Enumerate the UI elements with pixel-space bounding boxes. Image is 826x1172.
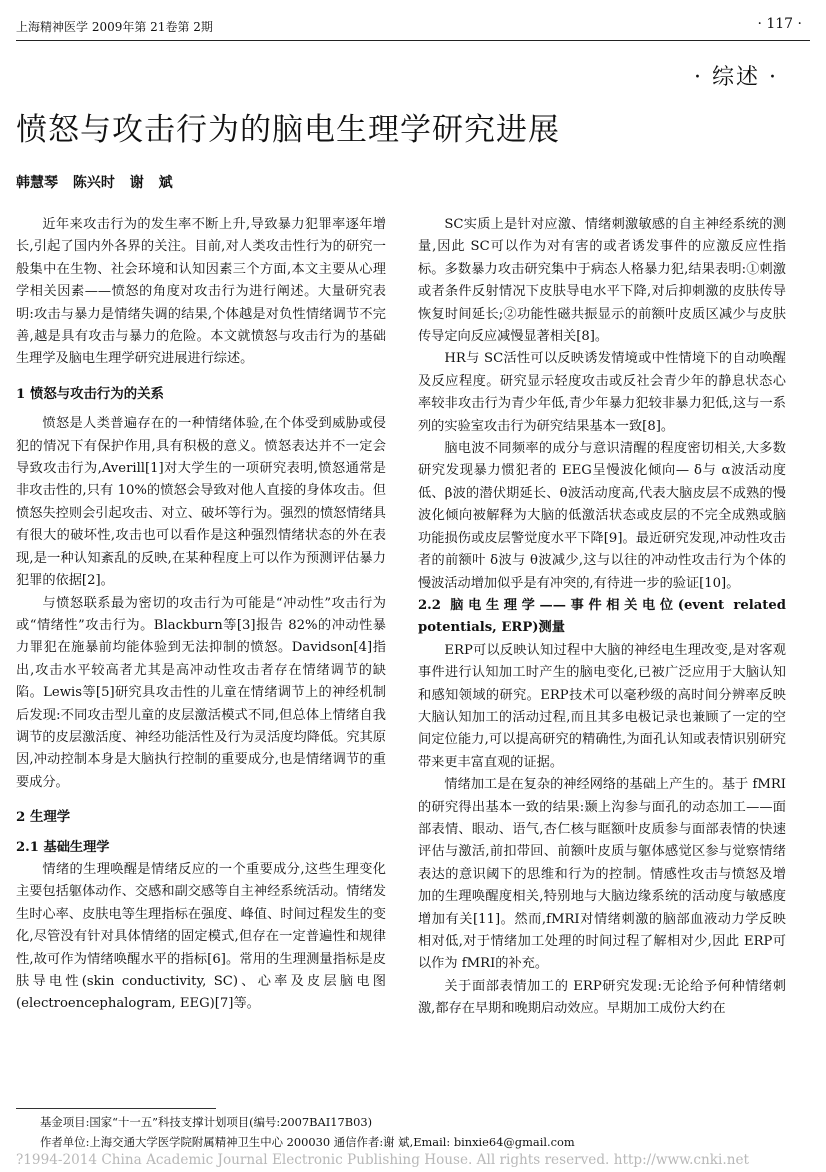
- section-heading: 2.1 基础生理学: [16, 839, 110, 855]
- paragraph: 关于面部表情加工的 ERP研究发现:无论给予何种情绪刺激,都存在早期和晚期启动效应。早期加工成份大约在: [418, 978, 786, 1017]
- author-list: 韩慧琴 陈兴时 谢 斌: [16, 175, 173, 191]
- header-rule: [16, 40, 810, 41]
- paragraph: HR与 SC活性可以反映诱发情境或中性情境下的自动唤醒及反应程度。研究显示轻度攻击或反社会青少年的静息状态心率较非攻击行为青少年低,青少年暴力犯较非暴力犯低,这与一系列的实验室攻击行为研究结果基本一致[8]。: [418, 351, 786, 434]
- copyright-watermark: ?1994-2014 China Academic Journal Electronic Publishing House. All rights reserved. http://www.cnki.net: [16, 1152, 749, 1168]
- page-number: · 117 ·: [757, 16, 802, 32]
- paragraph: 近年来攻击行为的发生率不断上升,导致暴力犯罪率逐年增长,引起了国内外各界的关注。目前,对人类攻击性行为的研究一般集中在生物、社会环境和认知因素三个方面,本文主要从心理学相关因素——愤怒的角度对攻击行为进行阐述。大量研究表明:攻击与暴力是情绪失调的结果,个体越是对负性情绪调节不完善,越是具有攻击与暴力的危险。本文就愤怒与攻击行为的基础生理学及脑电生理学研究进展进行综述。: [16, 217, 386, 367]
- section-heading: 2 生理学: [16, 809, 71, 826]
- paragraph: 情绪的生理唤醒是情绪反应的一个重要成分,这些生理变化主要包括躯体动作、交感和副交感等自主神经系统活动。情绪发生时心率、皮肤电等生理指标在强度、峰值、时间过程发生的变化,尽管没有针对具体情绪的固定模式,但存在一定普遍性和规律性,故可作为情绪唤醒水平的指标[6]。常用的生理测量指标是皮肤导电性(skin conductivity, SC)、心率及皮层脑电图(electroencephalogram, EEG)[7]等。: [16, 861, 386, 1012]
- affiliation-note: 作者单位:上海交通大学医学院附属精神卫生中心 200030 通信作者:谢 斌,Email: binxie64@gmail.com: [40, 1135, 575, 1149]
- section-heading: 1 愤怒与攻击行为的关系: [16, 385, 164, 402]
- right-column: [418, 214, 786, 1021]
- paragraph: 愤怒是人类普遍存在的一种情绪体验,在个体受到威胁或侵犯的情况下有保护作用,具有积极的意义。愤怒表达并不一定会导致攻击行为,Averill[1]对大学生的一项研究表明,愤怒通常是非攻击性的,只有 10%的愤怒会导致对他人直接的身体攻击。但愤怒失控则会引起攻击、对立、破坏等行为。强烈的愤怒情绪具有很大的破坏性,攻击也可以看作是这种强烈情绪状态的外在表现,是一种认知紊乱的反映,在某种程度上可以作为预测评估暴力犯罪的依据[2]。: [16, 416, 386, 589]
- footnote-rule: [16, 1108, 216, 1109]
- left-column: [16, 214, 386, 1016]
- paragraph: 情绪加工是在复杂的神经网络的基础上产生的。基于 fMRI的研究得出基本一致的结果:颞上沟参与面孔的动态加工——面部表情、眼动、语气,杏仁核与眶额叶皮质参与面部表情的快速评估与激活,前扣带回、前额叶皮质与躯体感觉区参与觉察情绪表达的意识阈下的思维和行为的控制。情感性攻击与愤怒及增加的生理唤醒度相关,特别地与大脑边缘系统的活动度与敏感度增加有关[11]。然而,fMRI对情绪刺激的脑部血液动力学反映相对低,对于情绪加工处理的时间过程了解相对少,因此 ERP可以作为 fMRI的补充。: [418, 777, 786, 972]
- paragraph: ERP可以反映认知过程中大脑的神经电生理改变,是对客观事件进行认知加工时产生的脑电变化,已被广泛应用于大脑认知和感知领域的研究。ERP技术可以毫秒级的高时间分辨率反映大脑认知加工的活动过程,而且其多电极记录也兼顾了一定的空间定位能力,可以提高研究的精确性,为面孔认知或表情识别研究带来更丰富直观的证据。: [418, 642, 786, 770]
- paragraph: 脑电波不同频率的成分与意识清醒的程度密切相关,大多数研究发现暴力惯犯者的 EEG呈慢波化倾向— δ与 α波活动度低、β波的潜伏期延长、θ波活动度高,代表大脑皮层不成熟的慢波化倾向被解释为大脑的低激活状态或皮层的不完全成熟或脑功能损伤或皮层警觉度水平下降[9]。最近研究发现,冲动性攻击者的前额叶 δ波与 θ波减少,这与以往的冲动性攻击行为个体的慢波活动增加似乎是有冲突的,有待进一步的验证[10]。: [418, 441, 786, 591]
- article-title: 愤怒与攻击行为的脑电生理学研究进展: [16, 112, 560, 148]
- section-heading: 2.2 脑电生理学——事件相关电位(event related potentials, ERP)测量: [418, 597, 786, 636]
- section-tag: · 综述 ·: [694, 65, 778, 90]
- running-header: [16, 14, 810, 36]
- funding-note: 基金项目:国家“十一五”科技支撑计划项目(编号:2007BAI17B03): [40, 1115, 373, 1129]
- footnotes: [40, 1112, 810, 1152]
- journal-info: 上海精神医学 2009年第 21卷第 2期: [16, 20, 213, 34]
- paragraph: SC实质上是针对应激、情绪刺激敏感的自主神经系统的测量,因此 SC可以作为对有害的或者诱发事件的应激反应性指标。多数暴力攻击研究集中于病态人格暴力犯,结果表明:①刺激或者条件反射情况下皮肤导电水平下降,对后抑刺激的皮肤传导恢复时间延长;②功能性磁共振显示的前额叶皮质区减少与皮肤传导定向反应减慢显著相关[8]。: [418, 217, 786, 345]
- paragraph: 与愤怒联系最为密切的攻击行为可能是“冲动性”攻击行为或“情绪性”攻击行为。Blackburn等[3]报告 82%的冲动性暴力罪犯在施暴前均能体验到无法抑制的愤怒。Davidson[4]指出,攻击水平较高者尤其是高冲动性攻击者存在情绪调节的缺陷。Lewis等[5]研究具攻击性的儿童在情绪调节上的神经机制后发现:不同攻击型儿童的皮层激活模式不同,但总体上情绪自我调节的皮层激活度、神经功能活性及行为灵活度均降低。究其原因,冲动控制本身是大脑执行控制的重要成分,也是情绪调节的重要成分。: [16, 595, 386, 790]
